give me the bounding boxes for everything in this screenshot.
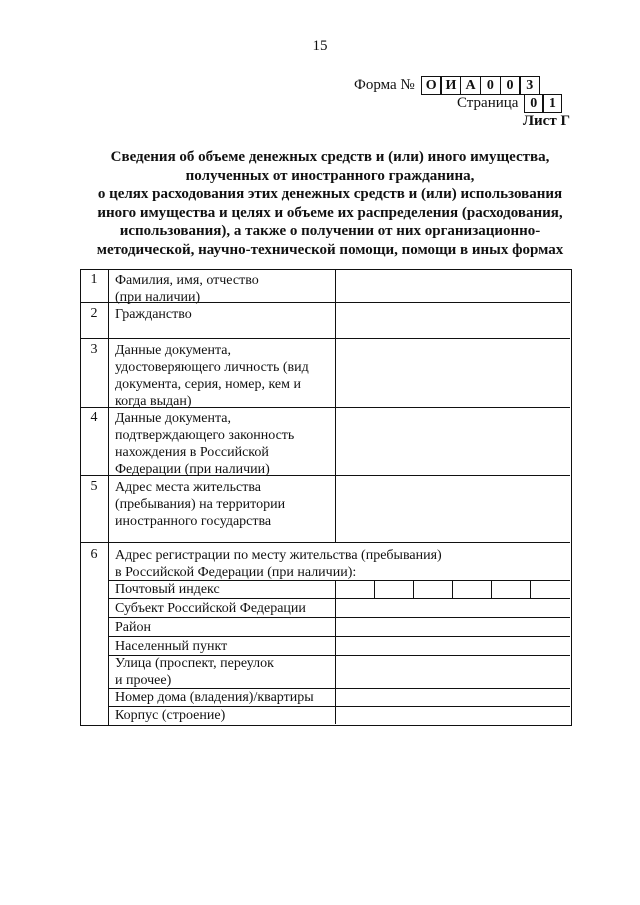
postal-index-cell[interactable] <box>413 580 414 598</box>
row-label-line: Гражданство <box>115 307 192 322</box>
row-label-line: Адрес места жительства <box>115 480 261 495</box>
row-number: 6 <box>90 547 98 562</box>
form-code-cell: А <box>460 76 481 95</box>
address-header <box>115 547 442 581</box>
row-number: 1 <box>90 272 98 287</box>
sheet-label: Лист Г <box>522 113 570 129</box>
row-label-line: Данные документа, <box>115 343 231 358</box>
form-code-cell: И <box>440 76 461 95</box>
address-header-line: Адрес регистрации по месту жительства (пребывания) <box>115 548 442 563</box>
district-value[interactable] <box>337 619 568 635</box>
postal-index-cell[interactable] <box>530 580 531 598</box>
locality-label: Населенный пункт <box>115 639 228 654</box>
row-label-line: Федерации (при наличии) <box>115 462 270 477</box>
foreign-address-value[interactable] <box>337 477 568 541</box>
form-code-cell: О <box>421 76 442 95</box>
building-value[interactable] <box>337 708 568 723</box>
row-number: 3 <box>90 342 98 357</box>
title-line: о целях расходования этих денежных средств и (или) использования <box>97 186 563 202</box>
row-label <box>115 342 309 410</box>
subject-label: Субъект Российской Федерации <box>115 601 306 616</box>
row-label <box>115 306 192 323</box>
row-label-line: документа, серия, номер, кем и <box>115 377 301 392</box>
form-code <box>422 76 540 95</box>
residence-document-value[interactable] <box>337 409 568 474</box>
row-label-line: иностранного государства <box>115 514 272 529</box>
street-label <box>115 655 274 689</box>
postal-index-label: Почтовый индекс <box>115 582 220 597</box>
row-number: 4 <box>90 410 98 425</box>
row-label-line: (при наличии) <box>115 290 201 305</box>
row-label <box>115 479 285 530</box>
title-line: Сведения об объеме денежных средств и (или) иного имущества, <box>110 149 550 165</box>
full-name-value[interactable] <box>337 271 568 301</box>
document-title <box>60 148 600 259</box>
page-label: Страница <box>457 95 519 111</box>
row-label-line: когда выдан) <box>115 394 192 409</box>
row-label-line: Фамилия, имя, отчество <box>115 273 259 288</box>
building-label: Корпус (строение) <box>115 708 226 723</box>
subject-value[interactable] <box>337 600 568 616</box>
form-code-cell: 0 <box>480 76 501 95</box>
title-line: иного имущества и целях и объеме их распределения (расходования, <box>97 204 563 221</box>
page-code-cell: 1 <box>542 94 562 113</box>
row-label <box>115 410 294 478</box>
row-label-line: подтверждающего законность <box>115 428 295 443</box>
page-number: 15 <box>312 38 328 54</box>
postal-index-cell[interactable] <box>335 580 336 598</box>
form-number-label: Форма № <box>354 77 415 93</box>
street-value[interactable] <box>337 657 568 687</box>
street-label-line: и прочее) <box>115 673 172 688</box>
row-label-line: нахождения в Российской <box>115 445 269 460</box>
row-label-line: (пребывания) на территории <box>115 497 286 512</box>
citizenship-value[interactable] <box>337 304 568 337</box>
address-header-line: в Российской Федерации (при наличии): <box>115 565 357 580</box>
page-code-cell: 0 <box>524 94 544 113</box>
house-label: Номер дома (владения)/квартиры <box>115 690 314 705</box>
title-line: использования), а также о получении от них организационно- <box>119 223 541 239</box>
page-code <box>525 94 562 113</box>
postal-index-cell[interactable] <box>491 580 492 598</box>
row-label-line: Данные документа, <box>115 411 231 426</box>
title-line: полученных от иностранного гражданина, <box>185 167 475 184</box>
house-value[interactable] <box>337 690 568 705</box>
locality-value[interactable] <box>337 638 568 654</box>
row-number: 2 <box>90 306 98 321</box>
postal-index-cell[interactable] <box>452 580 453 598</box>
district-label: Район <box>115 620 151 635</box>
postal-index-cell[interactable] <box>374 580 375 598</box>
form-code-cell: 0 <box>500 76 521 95</box>
form-code-cell: 3 <box>519 76 540 95</box>
row-label <box>115 272 259 306</box>
row-number: 5 <box>90 479 98 494</box>
title-line: методической, научно-технической помощи, помощи в иных формах <box>96 241 564 258</box>
row-label-line: удостоверяющего личность (вид <box>115 360 309 375</box>
street-label-line: Улица (проспект, переулок <box>115 656 274 671</box>
identity-document-value[interactable] <box>337 340 568 406</box>
